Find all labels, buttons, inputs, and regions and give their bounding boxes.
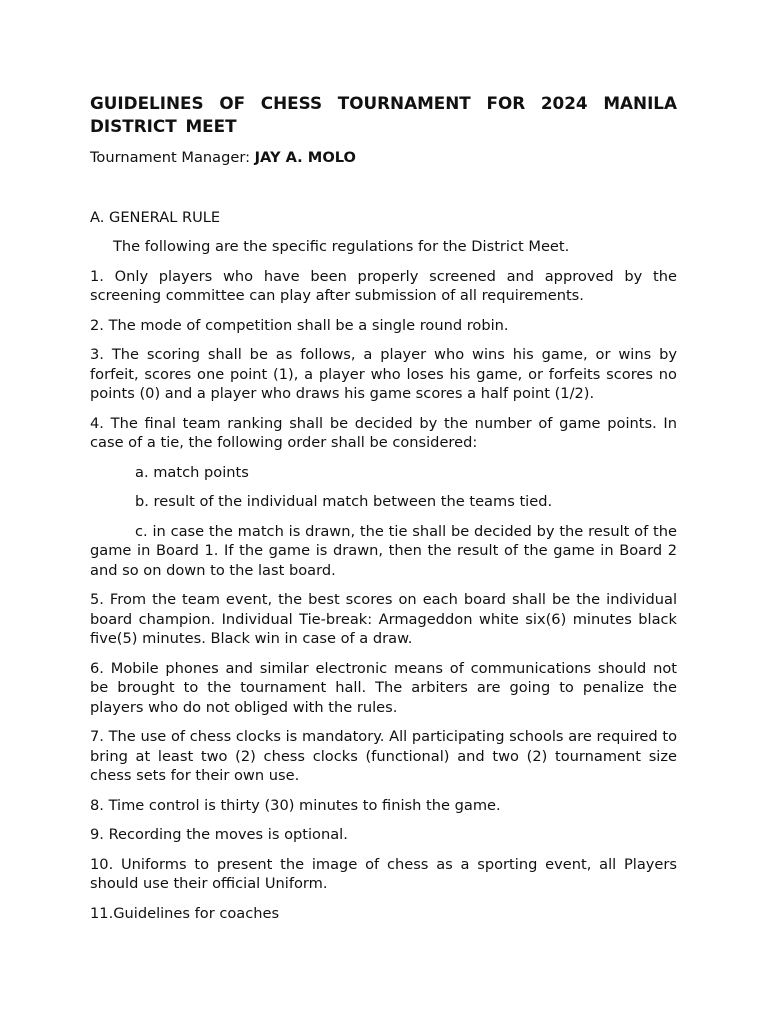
- intro-paragraph: The following are the specific regulations for the District Meet.: [113, 238, 570, 255]
- rule-1: 1. Only players who have been properly screened and approved by the screening committee can play after submission of all requirements.: [90, 267, 677, 304]
- tiebreak-c: c. in case the match is drawn, the tie shall be decided by the result of the game in Board 1. If the game is drawn, then the result of the game in Board 2 and so on down to the last board.: [90, 522, 677, 579]
- tiebreak-b: b. result of the individual match between the teams tied.: [135, 493, 553, 510]
- rule-10: 10. Uniforms to present the image of chess as a sporting event, all Players should use their official Uniform.: [90, 855, 677, 892]
- rule-7: 7. The use of chess clocks is mandatory. All participating schools are required to bring at least two (2) chess clocks (functional) and two (2) tournament size chess sets for their own use.: [90, 728, 677, 784]
- manager-label: Tournament Manager:: [90, 149, 255, 166]
- rule-9: 9. Recording the moves is optional.: [90, 826, 348, 843]
- tournament-manager-line: [90, 148, 677, 168]
- rule-3: 3. The scoring shall be as follows, a player who wins his game, or wins by forfeit, scores one point (1), a player who loses his game, or forfeits scores no points (0) and a player who draws his game scores a half point (1/2).: [90, 346, 677, 402]
- rule-8: 8. Time control is thirty (30) minutes to finish the game.: [90, 796, 501, 814]
- document-page: [90, 92, 677, 933]
- rule-11: 11.Guidelines for coaches: [90, 904, 280, 922]
- rule-5: 5. From the team event, the best scores on each board shall be the individual board champion. Individual Tie-break: Armageddon white six(6) minutes black five(5) minutes. Black win in case of a draw.: [90, 591, 677, 647]
- rule-6: 6. Mobile phones and similar electronic means of communications should not be brought to the tournament hall. The arbiters are going to penalize the players who do not obliged with the rules.: [90, 659, 677, 716]
- section-heading: A. GENERAL RULE: [90, 208, 221, 226]
- rule-4: 4. The final team ranking shall be decided by the number of game points. In case of a tie, the following order shall be considered:: [90, 414, 677, 451]
- tiebreak-a: a. match points: [135, 463, 249, 481]
- document-title: GUIDELINES OF CHESS TOURNAMENT FOR 2024 MANILA DISTRICT MEET: [90, 93, 677, 136]
- manager-name: JAY A. MOLO: [254, 149, 356, 166]
- rule-2: 2. The mode of competition shall be a single round robin.: [90, 316, 509, 334]
